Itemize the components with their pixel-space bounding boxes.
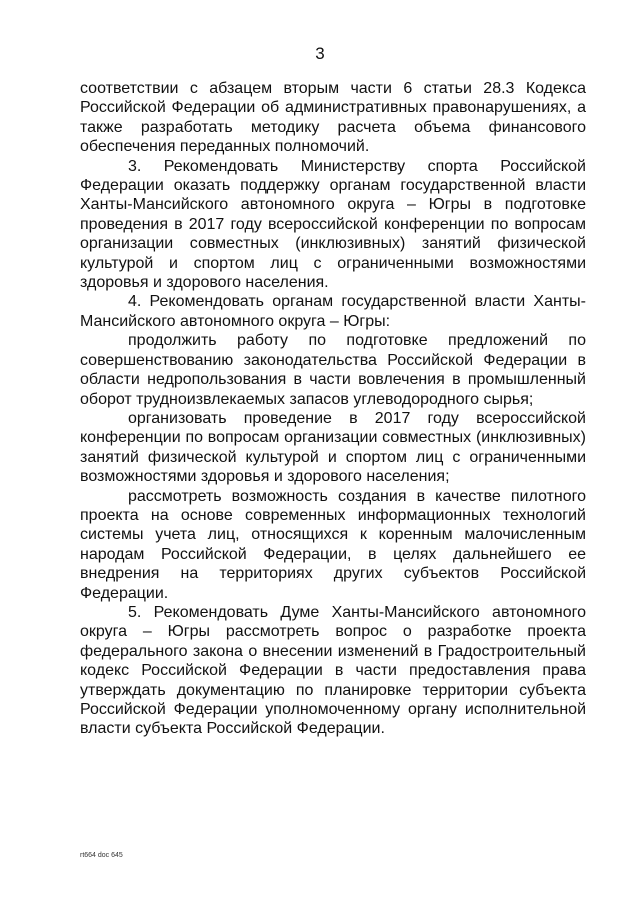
document-body <box>80 79 586 739</box>
paragraph-item-4-sub-1: продолжить работу по подготовке предложений по совершенствованию законодательства Российской Федерации в области недропользования в части вовлечения в промышленный оборот трудноизвлекаемых запасов углеводородного сырья; <box>80 332 586 408</box>
paragraph-item-4-sub-2: организовать проведение в 2017 году всероссийской конференции по вопросам организации совместных (инклюзивных) занятий физической культурой и спортом лиц с ограниченными возможностями здоровья и здорового населения; <box>80 409 586 486</box>
paragraph-continuation: соответствии с абзацем вторым части 6 статьи 28.3 Кодекса Российской Федерации об административных правонарушениях, а также разработать методику расчета объема финансового обеспечения переданных полномочий. <box>80 80 586 156</box>
paragraph-item-4: 4. Рекомендовать органам государственной власти Ханты-Мансийского автономного округа – Югры: <box>80 293 586 330</box>
paragraph-item-3: 3. Рекомендовать Министерству спорта Российской Федерации оказать поддержку органам государственной власти Ханты-Мансийского автономного округа – Югры в подготовке проведения в 2017 году всероссийской конференции по вопросам организации совместных (инклюзивных) занятий физической культурой и спортом лиц с ограниченными возможностями здоровья и здорового населения. <box>80 157 586 292</box>
page-number: 3 <box>315 44 325 63</box>
footer-document-code: rt664 doc 645 <box>80 852 123 859</box>
paragraph-item-5: 5. Рекомендовать Думе Ханты-Мансийского автономного округа – Югры рассмотреть вопрос о разработке проекта федерального закона о внесении изменений в Градостроительный кодекс Российской Федерации в части предоставления права утверждать документацию по планировке территории субъекта Российской Федерации уполномоченному органу исполнительной власти субъекта Российской Федерации. <box>80 603 586 738</box>
paragraph-item-4-sub-3: рассмотреть возможность создания в качестве пилотного проекта на основе современных информационных технологий системы учета лиц, относящихся к коренным малочисленным народам Российской Федерации, в целях дальнейшего ее внедрения на территориях других субъектов Российской Федерации. <box>80 487 586 602</box>
